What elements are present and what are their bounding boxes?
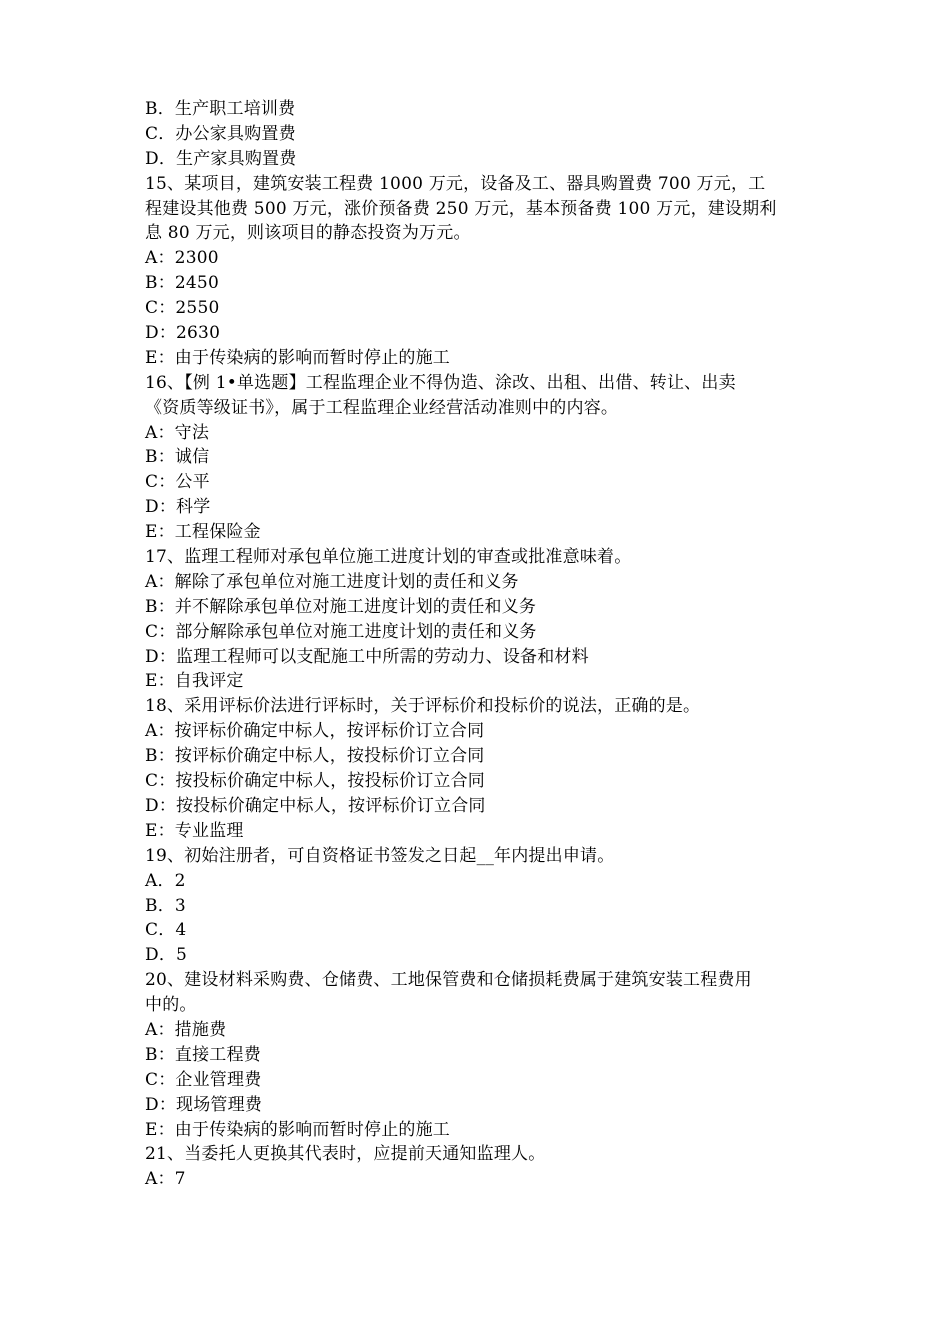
question-20: 20、建设材料采购费、仓储费、工地保管费和仓储损耗费属于建筑安装工程费用: [145, 970, 752, 991]
question-16: 16、【例 1•单选题】工程监理企业不得伪造、涂改、出租、出借、转让、出卖: [145, 372, 736, 393]
option-line: C：公平: [145, 472, 210, 493]
option-line: D：2630: [145, 323, 221, 344]
option-line: B：诚信: [145, 447, 210, 468]
option-line: B：并不解除承包单位对施工进度计划的责任和义务: [145, 596, 537, 617]
option-line: A：解除了承包单位对施工进度计划的责任和义务: [145, 571, 519, 592]
option-line: C：企业管理费: [145, 1069, 262, 1090]
option-line: C：部分解除承包单位对施工进度计划的责任和义务: [145, 621, 537, 642]
option-line: B：按评标价确定中标人，按投标价订立合同: [145, 746, 485, 767]
text-line: C．办公家具购置费: [145, 123, 296, 144]
option-line: E：工程保险金: [145, 522, 261, 543]
option-line: E：由于传染病的影响而暂时停止的施工: [145, 1119, 451, 1140]
option-line: B：直接工程费: [145, 1044, 261, 1065]
option-line: E：由于传染病的影响而暂时停止的施工: [145, 347, 451, 368]
option-line: A：2300: [145, 248, 219, 269]
option-line: D：科学: [145, 497, 211, 518]
question-18: 18、采用评标价法进行评标时，关于评标价和投标价的说法，正确的是。: [145, 696, 701, 717]
option-line: D：按投标价确定中标人，按评标价订立合同: [145, 795, 486, 816]
option-line: C：2550: [145, 298, 220, 319]
text-line: D．生产家具购置费: [145, 148, 297, 169]
text-line: 息 80 万元，则该项目的静态投资为万元。: [145, 223, 471, 244]
question-15: 15、某项目，建筑安装工程费 1000 万元，设备及工、器具购置费 700 万元，工: [145, 173, 766, 194]
option-line: B：2450: [145, 273, 219, 294]
question-19: 19、初始注册者，可自资格证书签发之日起__年内提出申请。: [145, 845, 615, 866]
option-line: A：措施费: [145, 1019, 227, 1040]
text-line: 中的。: [145, 995, 197, 1016]
question-17: 17、监理工程师对承包单位施工进度计划的审查或批准意味着。: [145, 547, 632, 568]
option-line: B．3: [145, 895, 186, 916]
text-line: B．生产职工培训费: [145, 99, 296, 119]
option-line: A：按评标价确定中标人，按评标价订立合同: [145, 721, 485, 742]
document-body: [145, 97, 815, 1192]
option-line: D．5: [145, 945, 188, 966]
option-line: A：守法: [145, 422, 210, 443]
option-line: A：7: [145, 1169, 186, 1190]
text-line: 程建设其他费 500 万元，涨价预备费 250 万元，基本预备费 100 万元，建设期利: [145, 198, 777, 219]
option-line: A．2: [145, 870, 186, 891]
text-line: 《资质等级证书》，属于工程监理企业经营活动准则中的内容。: [145, 397, 619, 418]
option-line: D：现场管理费: [145, 1094, 263, 1115]
option-line: C．4: [145, 920, 187, 941]
option-line: D：监理工程师可以支配施工中所需的劳动力、设备和材料: [145, 646, 589, 667]
option-line: E：专业监理: [145, 820, 244, 841]
option-line: C：按投标价确定中标人，按投标价订立合同: [145, 771, 486, 792]
option-line: E：自我评定: [145, 671, 244, 692]
question-21: 21、当委托人更换其代表时，应提前天通知监理人。: [145, 1144, 546, 1165]
